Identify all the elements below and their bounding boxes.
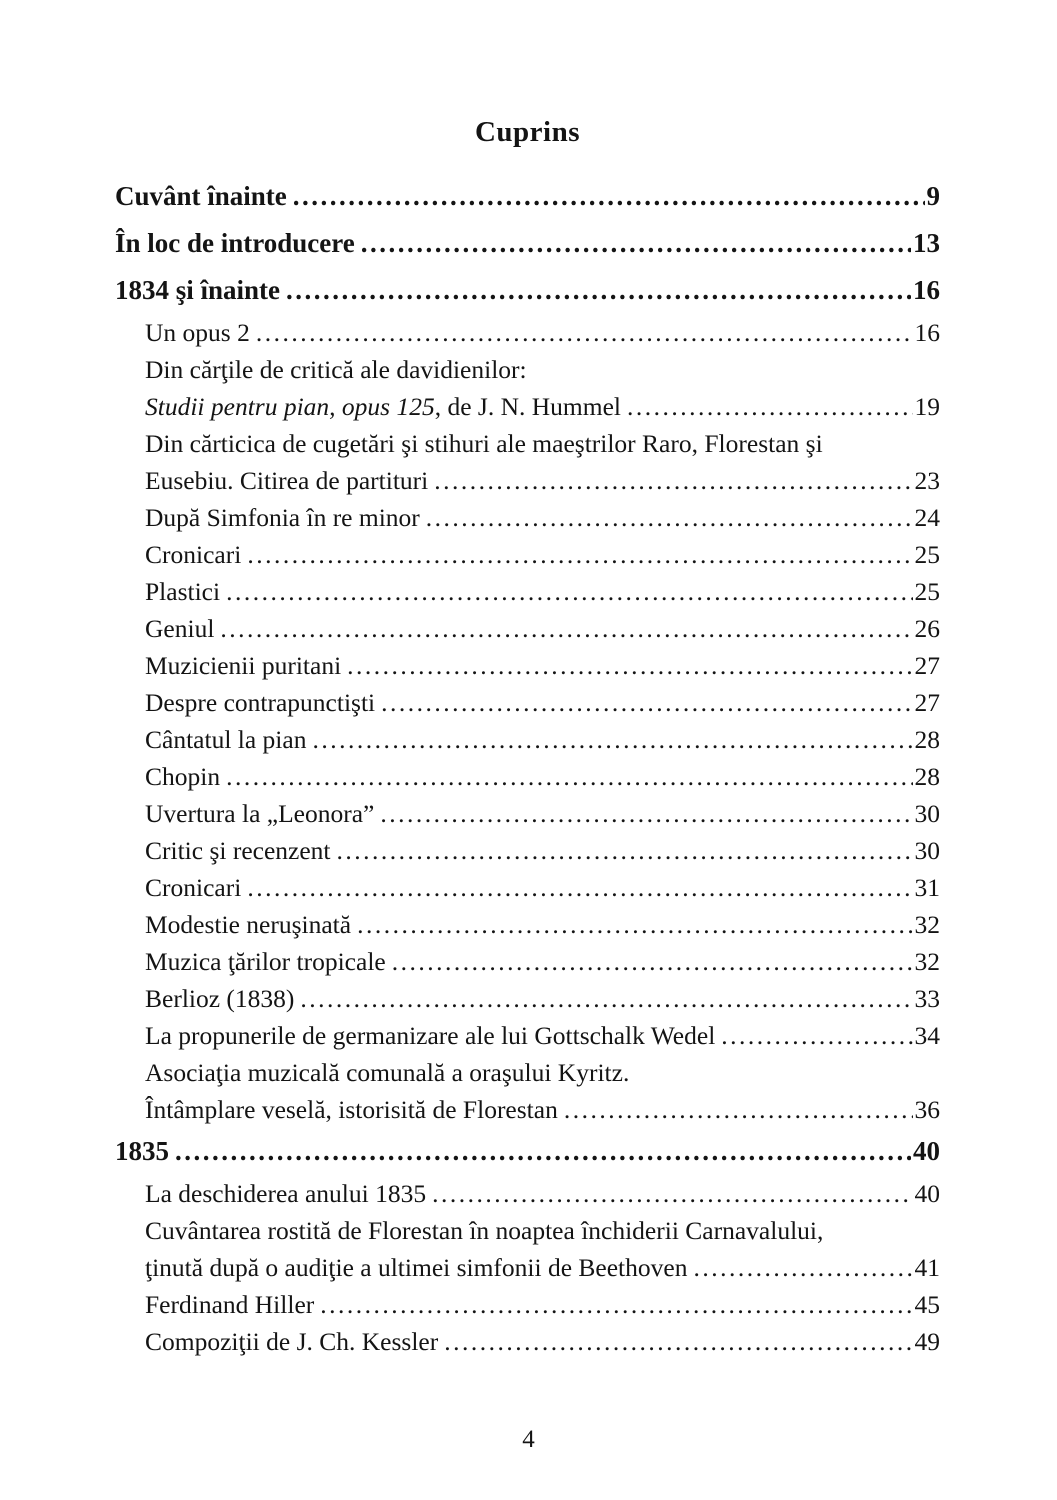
toc-entry [115,1128,940,1175]
toc-entry-text: În loc de introducere [115,228,355,258]
dot-leader [721,1017,912,1054]
toc-entry-text: Berlioz (1838) [145,984,295,1013]
dot-leader [312,721,912,758]
toc-page-number: 16 [913,275,940,305]
toc-page-number: 31 [914,873,940,902]
toc-entry-text: Un opus 2 [145,318,250,347]
toc-entry [115,1212,940,1286]
footer-page-number: 4 [522,1426,535,1453]
dot-leader [337,832,913,869]
dot-leader [320,1286,912,1323]
toc-entry [115,869,940,906]
toc-entry [115,499,940,536]
toc-entry [115,536,940,573]
toc-page-number: 33 [914,984,940,1013]
toc-entry [115,314,940,351]
toc-list [115,173,940,1360]
toc-entry-text: Eusebiu. Citirea de partituri [145,466,429,495]
toc-entry [115,267,940,314]
toc-entry [115,1017,940,1054]
toc-entry [115,684,940,721]
toc-entry-text: Întâmplare veselă, istorisită de Florestan [145,1095,558,1124]
toc-entry-text: Critic şi recenzent [145,836,331,865]
dot-leader [357,906,912,943]
toc-entry-text: Chopin [145,762,221,791]
toc-page-number: 9 [926,181,940,211]
toc-entry [115,647,940,684]
toc-entry [115,610,940,647]
toc-entry [115,1323,940,1360]
toc-entry [115,573,940,610]
toc-page-number: 23 [914,466,940,495]
toc-entry-text: Cronicari [145,540,242,569]
toc-entry-text: După Simfonia în re minor [145,503,420,532]
toc-entry-text: La propunerile de germanizare ale lui Gottschalk Wedel [145,1021,716,1050]
toc-page-number: 25 [914,577,940,606]
toc-page-number: 19 [914,392,940,421]
dot-leader [564,1091,913,1128]
dot-leader [226,573,912,610]
toc-entry [115,1054,940,1128]
toc-page-number: 27 [914,651,940,680]
toc-page-number: 32 [914,910,940,939]
toc-page-number: 30 [914,799,940,828]
toc-entry-text: Muzicienii puritani [145,651,342,680]
toc-entry-text: Compoziţii de J. Ch. Kessler [145,1327,439,1356]
dot-leader [693,1249,912,1286]
dot-leader [381,684,912,721]
toc-entry-text: Cuvânt înainte [115,181,287,211]
dot-leader [347,647,912,684]
toc-entry [115,425,940,499]
toc-entry-text: ţinută după o audiţie a ultimei simfonii de Beethoven [145,1253,688,1282]
dot-leader [220,610,912,647]
toc-page-number: 24 [914,503,940,532]
dot-leader [432,1175,912,1212]
dot-leader [247,536,912,573]
toc-page-number: 40 [914,1179,940,1208]
toc-page-number: 32 [914,947,940,976]
toc-page-number: 16 [914,318,940,347]
toc-entry [115,173,940,220]
toc-page-number: 41 [914,1253,940,1282]
dot-leader [300,980,912,1017]
toc-entry-text: Asociaţia muzicală comunală a oraşului Kyritz. [145,1058,630,1087]
toc-entry-text: Din cărţile de critică ale davidienilor: [145,355,527,384]
toc-entry-text: Cuvântarea rostită de Florestan în noaptea închiderii Carnavalului, [145,1216,824,1245]
toc-page-number: 40 [913,1136,940,1166]
toc-page-number: 30 [914,836,940,865]
toc-entry [115,980,940,1017]
dot-leader [361,220,911,267]
toc-entry-text: Studii pentru pian, opus 125, de J. N. Hummel [145,392,621,421]
toc-entry-text: 1834 şi înainte [115,275,281,305]
toc-entry [115,1286,940,1323]
toc-entry-text: La deschiderea anului 1835 [145,1179,427,1208]
toc-entry-text: Uvertura la „Leonora” [145,799,375,828]
toc-entry-text: Modestie neruşinată [145,910,352,939]
dot-leader [380,795,912,832]
toc-entry [115,943,940,980]
toc-entry-text: Plastici [145,577,221,606]
toc-entry-text: 1835 [115,1136,169,1166]
toc-page-number: 34 [914,1021,940,1050]
toc-entry [115,721,940,758]
dot-leader [293,173,925,220]
toc-page-number: 27 [914,688,940,717]
toc-entry [115,906,940,943]
toc-entry-text: Ferdinand Hiller [145,1290,315,1319]
dot-leader [226,758,912,795]
toc-entry [115,832,940,869]
dot-leader [627,388,913,425]
dot-leader [175,1128,911,1175]
toc-page-number: 49 [914,1327,940,1356]
toc-entry-text: Cântatul la pian [145,725,307,754]
toc-entry [115,220,940,267]
toc-page-number: 26 [914,614,940,643]
toc-page-number: 25 [914,540,940,569]
toc-entry-text: Despre contrapunctişti [145,688,376,717]
toc-entry-text: Din cărticica de cugetări şi stihuri ale maeştrilor Raro, Florestan şi [145,429,823,458]
dot-leader [392,943,913,980]
toc-entry [115,1175,940,1212]
toc-entry [115,758,940,795]
toc-page-number: 28 [914,725,940,754]
dot-leader [286,267,911,314]
toc-page-number: 36 [914,1095,940,1124]
toc-page-number: 13 [913,228,940,258]
page-title: Cuprins [474,116,581,148]
dot-leader [256,314,913,351]
toc-entry-text: Cronicari [145,873,242,902]
dot-leader [426,499,913,536]
toc-page-number: 28 [914,762,940,791]
toc-entry [115,351,940,425]
toc-entry-text: Muzica ţărilor tropicale [145,947,386,976]
dot-leader [247,869,912,906]
dot-leader [434,462,912,499]
dot-leader [444,1323,912,1360]
toc-entry [115,795,940,832]
toc-page-number: 45 [914,1290,940,1319]
toc-entry-text: Geniul [145,614,215,643]
